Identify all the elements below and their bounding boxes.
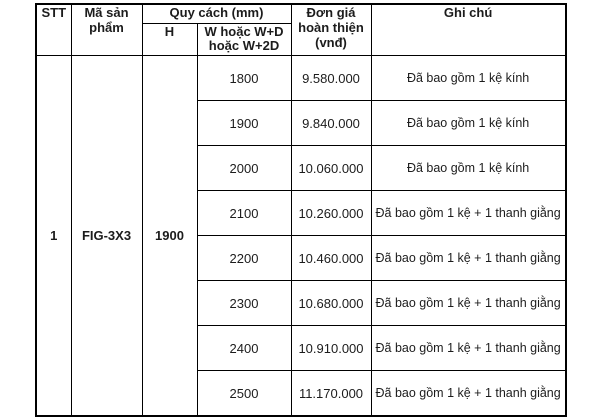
header-w: W hoặc W+D hoặc W+2D xyxy=(197,23,291,56)
cell-price: 9.840.000 xyxy=(291,101,371,146)
cell-note: Đã bao gồm 1 kệ + 1 thanh giằng xyxy=(371,281,566,326)
cell-price: 11.170.000 xyxy=(291,371,371,416)
cell-note: Đã bao gồm 1 kệ kính xyxy=(371,146,566,191)
cell-w: 1900 xyxy=(197,101,291,146)
cell-price: 10.460.000 xyxy=(291,236,371,281)
cell-price: 10.910.000 xyxy=(291,326,371,371)
cell-w: 2000 xyxy=(197,146,291,191)
header-stt: STT xyxy=(36,4,71,56)
cell-note: Đã bao gồm 1 kệ + 1 thanh giằng xyxy=(371,236,566,281)
cell-product-code: FIG-3X3 xyxy=(71,56,142,416)
cell-w: 2400 xyxy=(197,326,291,371)
cell-w: 1800 xyxy=(197,56,291,101)
cell-price: 10.680.000 xyxy=(291,281,371,326)
header-spec-group: Quy cách (mm) xyxy=(142,4,291,23)
header-product-code: Mã sản phẩm xyxy=(71,4,142,56)
cell-price: 9.580.000 xyxy=(291,56,371,101)
cell-w: 2200 xyxy=(197,236,291,281)
cell-w: 2500 xyxy=(197,371,291,416)
cell-note: Đã bao gồm 1 kệ + 1 thanh giằng xyxy=(371,191,566,236)
cell-note: Đã bao gồm 1 kệ + 1 thanh giằng xyxy=(371,371,566,416)
header-note: Ghi chú xyxy=(371,4,566,56)
cell-note: Đã bao gồm 1 kệ + 1 thanh giằng xyxy=(371,326,566,371)
header-unit-price: Đơn giá hoàn thiện (vnđ) xyxy=(291,4,371,56)
cell-note: Đã bao gồm 1 kệ kính xyxy=(371,101,566,146)
cell-stt: 1 xyxy=(36,56,71,416)
cell-h: 1900 xyxy=(142,56,197,416)
header-row-top xyxy=(36,4,566,23)
cell-w: 2100 xyxy=(197,191,291,236)
header-h: H xyxy=(142,23,197,56)
cell-price: 10.260.000 xyxy=(291,191,371,236)
cell-note: Đã bao gồm 1 kệ kính xyxy=(371,56,566,101)
cell-price: 10.060.000 xyxy=(291,146,371,191)
spec-row xyxy=(36,56,566,101)
price-table xyxy=(35,3,567,417)
cell-w: 2300 xyxy=(197,281,291,326)
